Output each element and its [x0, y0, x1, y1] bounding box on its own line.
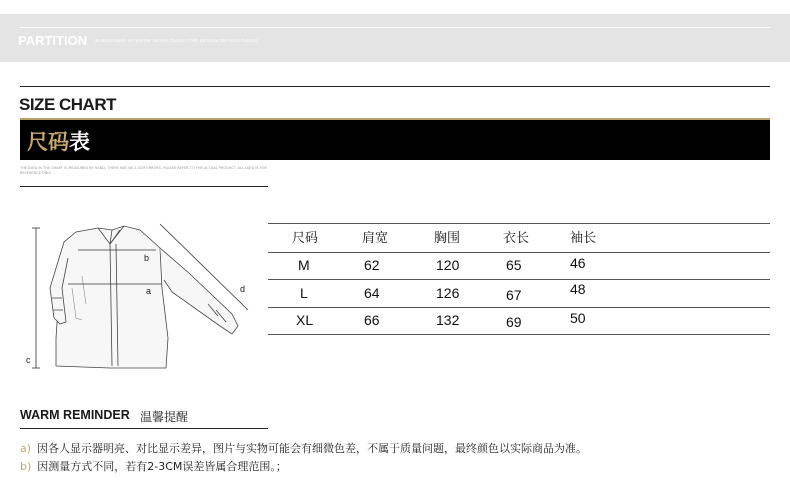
- table-rule: [268, 223, 770, 224]
- cell-sleeve: 48: [570, 281, 586, 297]
- reminder-note: [20, 458, 287, 474]
- label-c: c: [26, 355, 31, 365]
- cell-length: 65: [506, 257, 522, 273]
- label-d: d: [240, 284, 246, 294]
- size-chart-title: SIZE CHART: [19, 95, 116, 114]
- label-a: a: [146, 286, 152, 296]
- note-mark: a): [20, 442, 32, 455]
- cell-size: XL: [296, 312, 314, 328]
- partition-subtitle: SUBDIVIDING INTERIOR DETAIL GUIDE (THE DESIGN DETAILS GUIDE): [95, 38, 258, 43]
- cell-sleeve: 50: [570, 310, 586, 326]
- banner-divider: [20, 27, 770, 28]
- header-chest: 胸围: [434, 231, 461, 246]
- header-sleeve: 袖长: [570, 231, 597, 246]
- table-rule: [268, 334, 770, 335]
- table-rule: [268, 307, 770, 308]
- partition-banner: [0, 14, 790, 62]
- reminder-note: [20, 440, 587, 456]
- top-rule: [20, 86, 770, 87]
- table-rule: [268, 252, 770, 253]
- cell-chest: 126: [436, 285, 460, 301]
- cell-size: L: [300, 285, 308, 301]
- label-b: b: [144, 253, 150, 263]
- cell-shoulder: 66: [364, 312, 380, 328]
- warm-reminder-title-cn: 温馨提醒: [140, 410, 189, 424]
- shirt-measurement-diagram: [20, 218, 260, 378]
- table-rule: [268, 279, 770, 280]
- cell-shoulder: 62: [364, 257, 380, 273]
- section-rule: [20, 186, 268, 187]
- cell-sleeve: 46: [570, 255, 586, 271]
- title-cn-rest: 表: [69, 130, 90, 154]
- cell-shoulder: 64: [364, 285, 380, 301]
- cell-chest: 132: [436, 312, 460, 328]
- fine-print: THE DATA IN THE CHART IS MEASURED BY HAND, THERE MAY BE 2-3CM ERRORS. PLEASE REFER TO THE ACTUAL PRODUCT. ALL DATA IS FOR REFERENCE ONLY.: [20, 166, 267, 175]
- warm-reminder-title: WARM REMINDER: [20, 408, 130, 422]
- cell-length: 67: [506, 287, 522, 303]
- heading-bar: [20, 120, 770, 160]
- note-text: 因各人显示器明亮、对比显示差异，图片与实物可能会有细微色差，不属于质量问题，最终颜色以实际商品为准。: [37, 442, 588, 455]
- table-header-row: [268, 227, 770, 254]
- cell-length: 69: [506, 314, 522, 330]
- header-length: 衣长: [503, 231, 530, 246]
- title-cn-accent: 尺码: [27, 130, 69, 154]
- header-shoulder: 肩宽: [362, 231, 389, 246]
- partition-title: PARTITION: [18, 33, 88, 48]
- size-table: [268, 223, 770, 335]
- cell-size: M: [298, 257, 310, 273]
- cell-chest: 120: [436, 257, 460, 273]
- header-size: 尺码: [292, 231, 319, 246]
- reminder-rule: [20, 428, 268, 429]
- note-text: 因测量方式不同，若有2-3CM误差皆属合理范围。；: [37, 460, 287, 473]
- note-mark: b): [20, 460, 32, 473]
- size-chart-title-cn: [27, 126, 90, 156]
